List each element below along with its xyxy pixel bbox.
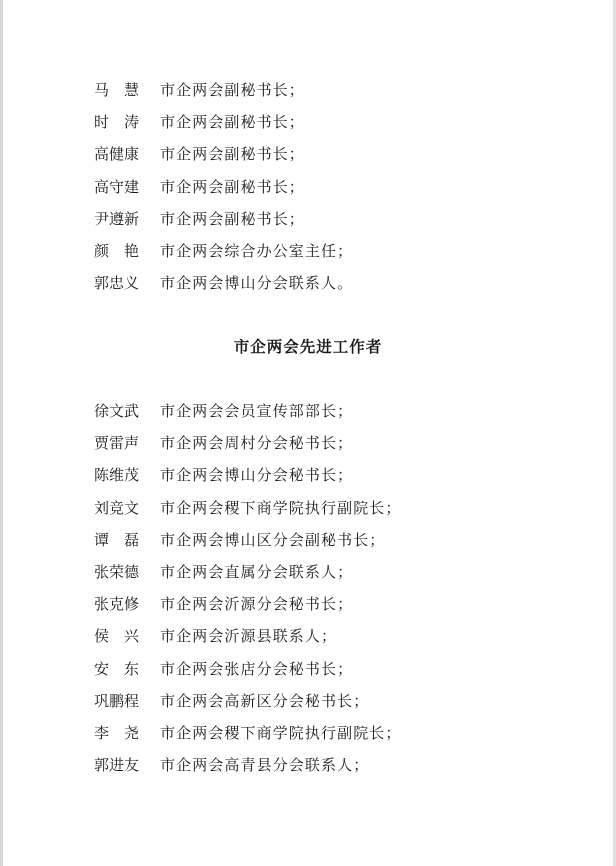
section-heading: 市企两会先进工作者 <box>233 337 383 356</box>
person-title: 市企两会稷下商学院执行副院长； <box>160 723 402 742</box>
list-item <box>94 395 402 427</box>
person-name: 陈维茂 <box>94 466 140 485</box>
person-title: 市企两会周村分会秘书长； <box>160 434 354 453</box>
list-item <box>94 171 353 203</box>
person-name: 时 涛 <box>94 113 140 132</box>
staff-list-section-1 <box>94 74 353 299</box>
person-title: 市企两会高新区分会秘书长； <box>160 691 370 710</box>
person-title: 市企两会张店分会秘书长； <box>160 659 354 678</box>
person-name: 尹遵新 <box>94 209 140 228</box>
person-title: 市企两会博山分会秘书长； <box>160 466 354 485</box>
list-item <box>94 749 402 781</box>
person-name: 谭 磊 <box>94 530 140 549</box>
list-item <box>94 685 402 717</box>
person-title: 市企两会稷下商学院执行副院长； <box>160 498 402 517</box>
person-name: 郭忠义 <box>94 274 140 293</box>
list-item <box>94 74 353 106</box>
person-title: 市企两会会员宣传部部长； <box>160 402 354 420</box>
person-name: 巩鹏程 <box>94 691 140 710</box>
person-title: 市企两会沂源分会秘书长； <box>160 595 354 614</box>
person-title: 市企两会高青县分会联系人； <box>160 756 370 775</box>
person-name: 徐文武 <box>94 402 140 420</box>
page-left-edge <box>0 0 3 866</box>
list-item <box>94 267 353 299</box>
list-item <box>94 106 353 138</box>
list-item <box>94 492 402 524</box>
staff-list-section-2 <box>94 395 402 781</box>
person-title: 市企两会博山区分会副秘书长； <box>160 530 386 549</box>
person-name: 高健康 <box>94 145 140 164</box>
list-item <box>94 138 353 170</box>
person-title: 市企两会副秘书长； <box>160 113 305 132</box>
list-item <box>94 556 402 588</box>
person-name: 李 尧 <box>94 723 140 742</box>
person-name: 刘竞文 <box>94 498 140 517</box>
person-name: 颜 艳 <box>94 241 140 260</box>
list-item <box>94 588 402 620</box>
list-item <box>94 620 402 652</box>
list-item <box>94 653 402 685</box>
person-title: 市企两会副秘书长； <box>160 145 305 164</box>
person-title: 市企两会副秘书长； <box>160 81 305 99</box>
list-item <box>94 459 402 491</box>
person-title: 市企两会综合办公室主任； <box>160 241 354 260</box>
person-name: 侯 兴 <box>94 627 140 646</box>
person-name: 马 慧 <box>94 81 140 99</box>
person-title: 市企两会直属分会联系人； <box>160 562 354 581</box>
person-name: 张克修 <box>94 595 140 614</box>
list-item <box>94 524 402 556</box>
person-name: 安 东 <box>94 659 140 678</box>
person-name: 高守建 <box>94 177 140 196</box>
person-title: 市企两会副秘书长； <box>160 209 305 228</box>
person-name: 张荣德 <box>94 562 140 581</box>
list-item <box>94 203 353 235</box>
person-title: 市企两会沂源县联系人； <box>160 627 338 646</box>
person-name: 贾雷声 <box>94 434 140 453</box>
list-item <box>94 717 402 749</box>
list-item <box>94 427 402 459</box>
person-name: 郭进友 <box>94 756 140 775</box>
list-item <box>94 235 353 267</box>
person-title: 市企两会副秘书长； <box>160 177 305 196</box>
person-title: 市企两会博山分会联系人。 <box>160 274 354 293</box>
